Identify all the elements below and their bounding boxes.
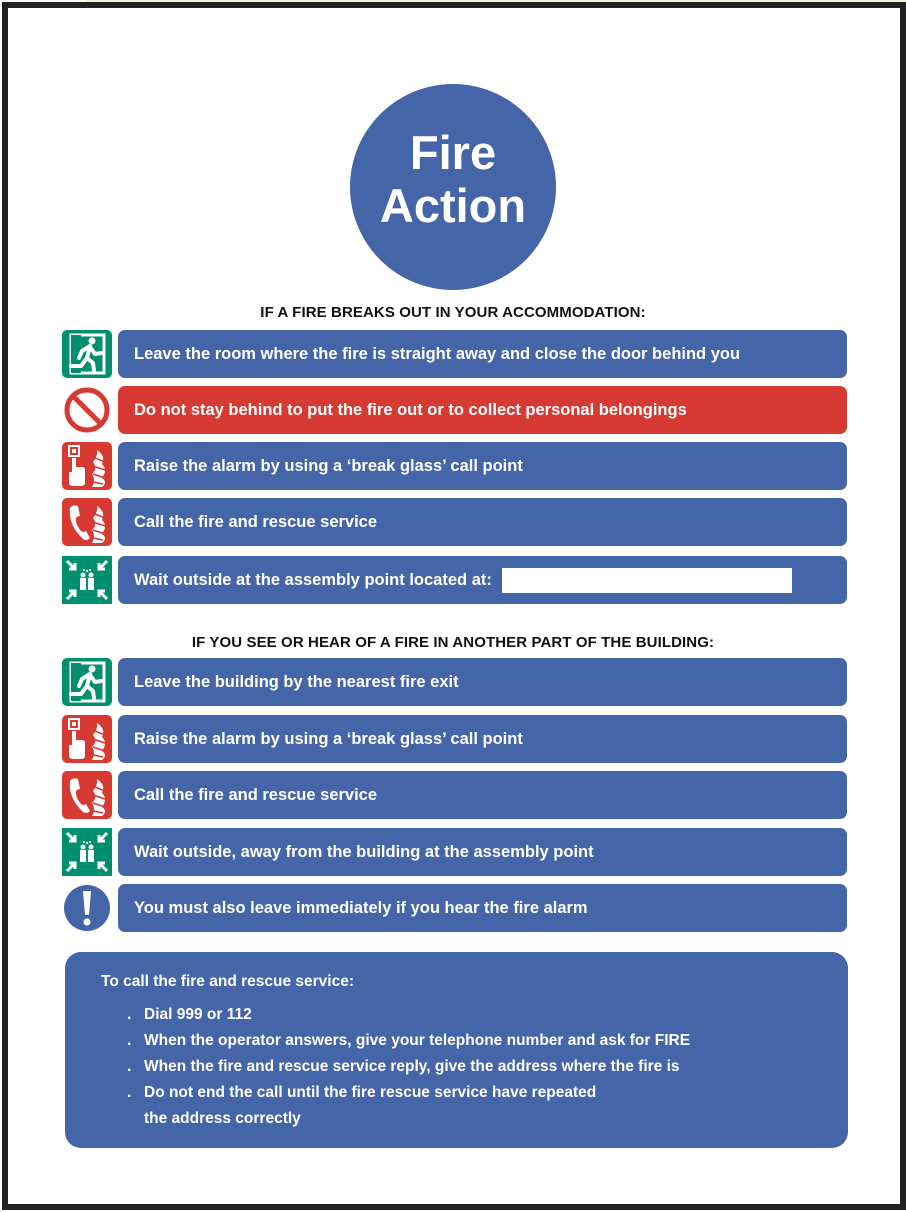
info-step — [127, 1028, 690, 1054]
prohibition-icon — [62, 386, 112, 434]
info-steps-list — [127, 1002, 690, 1132]
step-text: When the fire and rescue service reply, give the address where the fire is — [144, 1058, 680, 1075]
bullet: . — [127, 1058, 132, 1075]
fire-telephone-icon — [62, 771, 112, 819]
fire-action-badge — [350, 84, 556, 290]
fire-exit-running-man-icon — [62, 658, 112, 706]
instruction-bar — [118, 498, 847, 546]
fire-exit-running-man-icon — [62, 330, 112, 378]
step-text-continued: the address correctly — [144, 1110, 301, 1127]
exclamation-icon — [62, 884, 112, 932]
title-line-2: Action — [379, 179, 527, 232]
fire-telephone-icon — [62, 498, 112, 546]
section2-row-3 — [62, 771, 847, 819]
instruction-text: Leave the building by the nearest fire exit — [134, 672, 459, 691]
instruction-text: Call the fire and rescue service — [134, 512, 378, 531]
section1-heading: IF A FIRE BREAKS OUT IN YOUR ACCOMMODATION: — [260, 304, 646, 321]
info-step — [127, 1080, 690, 1132]
instruction-text: Call the fire and rescue service — [134, 785, 378, 804]
instruction-bar — [118, 771, 847, 819]
instruction-bar — [118, 330, 847, 378]
section1-row-4 — [62, 498, 847, 546]
how-to-call-info-box — [65, 952, 848, 1148]
instruction-text: Raise the alarm by using a ‘break glass’ call point — [134, 456, 523, 475]
assembly-point-location-field[interactable] — [502, 568, 792, 593]
instruction-text: Do not stay behind to put the fire out or to collect personal belongings — [134, 400, 687, 419]
instruction-bar — [118, 658, 847, 706]
instruction-bar — [118, 556, 847, 604]
section1-row-5 — [62, 556, 847, 604]
assembly-point-icon — [62, 556, 112, 604]
instruction-bar — [118, 828, 847, 876]
warning-bar — [118, 386, 847, 434]
info-title: To call the fire and rescue service: — [101, 973, 354, 990]
step-text: Dial 999 or 112 — [144, 1006, 252, 1023]
bullet: . — [127, 1032, 132, 1049]
bullet: . — [127, 1084, 132, 1101]
fire-alarm-call-point-icon — [62, 442, 112, 490]
section2-row-5 — [62, 884, 847, 932]
step-text: Do not end the call until the fire rescue service have repeated — [144, 1084, 597, 1101]
section1-row-1 — [62, 330, 847, 378]
fire-alarm-call-point-icon — [62, 715, 112, 763]
instruction-text: You must also leave immediately if you hear the fire alarm — [134, 898, 588, 917]
info-step — [127, 1054, 690, 1080]
step-text: When the operator answers, give your telephone number and ask for FIRE — [144, 1032, 691, 1049]
section1-row-3 — [62, 442, 847, 490]
instruction-bar — [118, 884, 847, 932]
instruction-text: Raise the alarm by using a ‘break glass’ call point — [134, 729, 523, 748]
instruction-text: Leave the room where the fire is straight away and close the door behind you — [134, 344, 741, 363]
instruction-text: Wait outside at the assembly point located at: — [134, 570, 492, 589]
section1-row-2 — [62, 386, 847, 434]
section2-row-2 — [62, 715, 847, 763]
assembly-point-icon — [62, 828, 112, 876]
section2-row-4 — [62, 828, 847, 876]
instruction-bar — [118, 442, 847, 490]
title-line-1: Fire — [409, 126, 497, 179]
bullet: . — [127, 1006, 132, 1023]
section2-heading: IF YOU SEE OR HEAR OF A FIRE IN ANOTHER PART OF THE BUILDING: — [191, 634, 715, 651]
info-step — [127, 1002, 690, 1028]
section2-row-1 — [62, 658, 847, 706]
instruction-bar — [118, 715, 847, 763]
instruction-text: Wait outside, away from the building at the assembly point — [134, 842, 594, 861]
